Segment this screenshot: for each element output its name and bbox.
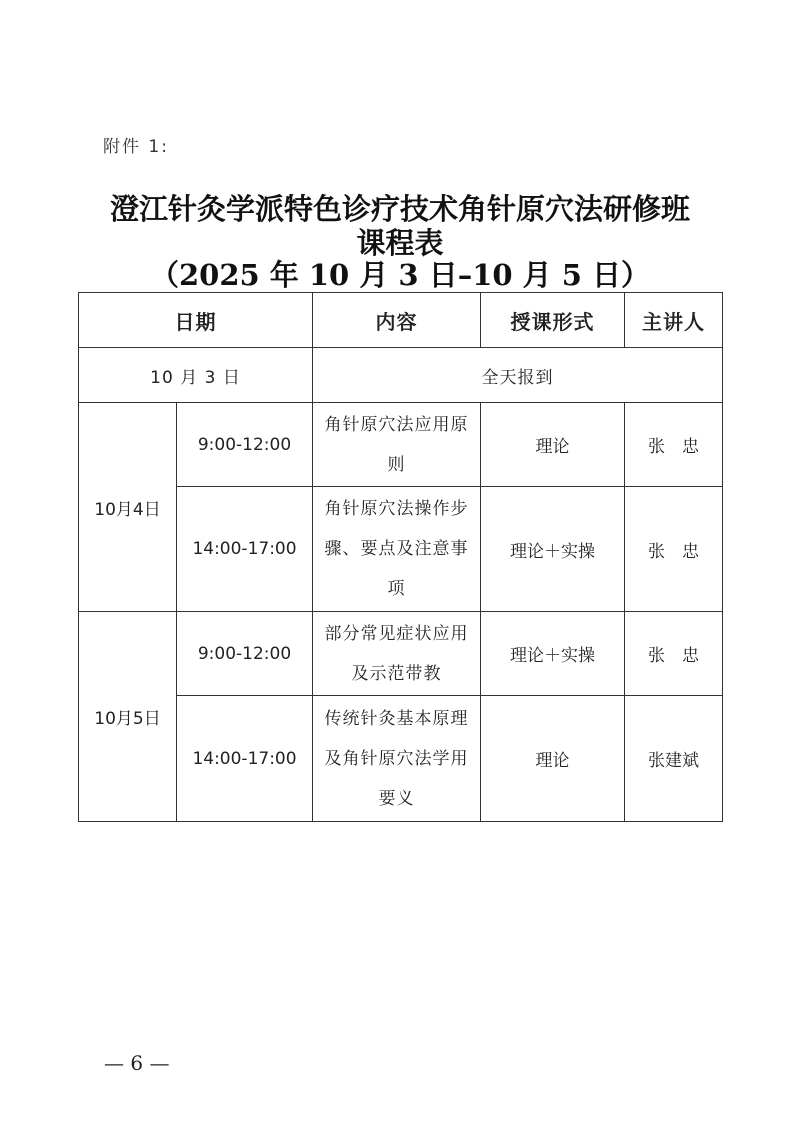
page-number: — 6 —: [104, 1051, 170, 1075]
date-cell: 10月4日: [79, 403, 177, 612]
lecturer-cell: 张 忠: [625, 612, 723, 696]
content-cell: [313, 612, 481, 696]
attachment-label: 附件 1:: [103, 137, 169, 157]
content-cell: [313, 487, 481, 612]
time-cell: 14:00-17:00: [177, 696, 313, 822]
format-cell: 理论: [481, 696, 625, 822]
format-cell: 理论＋实操: [481, 487, 625, 612]
table-header-row: [79, 293, 723, 348]
content-cell: [313, 403, 481, 487]
table-row: [79, 348, 723, 403]
format-cell: 理论: [481, 403, 625, 487]
lecturer-cell: 张建斌: [625, 696, 723, 822]
table-row: [79, 612, 723, 696]
date-cell: 10 月 3 日: [79, 348, 313, 403]
header-format: 授课形式: [481, 293, 625, 348]
lecturer-cell: 张 忠: [625, 487, 723, 612]
page-title-date-range: （2025 年 10 月 3 日–10 月 5 日）: [149, 258, 651, 292]
content-text: 角针原穴法应用原则: [324, 414, 469, 475]
header-lecturer: 主讲人: [625, 293, 723, 348]
page-title-line-2: 课程表: [356, 226, 444, 260]
lecturer-cell: 张 忠: [625, 403, 723, 487]
table-row: [79, 403, 723, 487]
time-cell: 9:00-12:00: [177, 403, 313, 487]
header-date: 日期: [79, 293, 313, 348]
content-text: 部分常见症状应用及示范带教: [324, 623, 469, 684]
time-cell: 14:00-17:00: [177, 487, 313, 612]
date-cell: 10月5日: [79, 612, 177, 822]
time-cell: 9:00-12:00: [177, 612, 313, 696]
page-title-line-1: 澄江针灸学派特色诊疗技术角针原穴法研修班: [109, 192, 690, 226]
header-content: 内容: [313, 293, 481, 348]
content-cell: 全天报到: [313, 348, 723, 403]
content-text: 角针原穴法操作步骤、要点及注意事项: [324, 499, 469, 599]
content-text: 传统针灸基本原理及角针原穴法学用要义: [324, 708, 469, 809]
content-cell: [313, 696, 481, 822]
format-cell: 理论＋实操: [481, 612, 625, 696]
schedule-table: [78, 292, 723, 822]
